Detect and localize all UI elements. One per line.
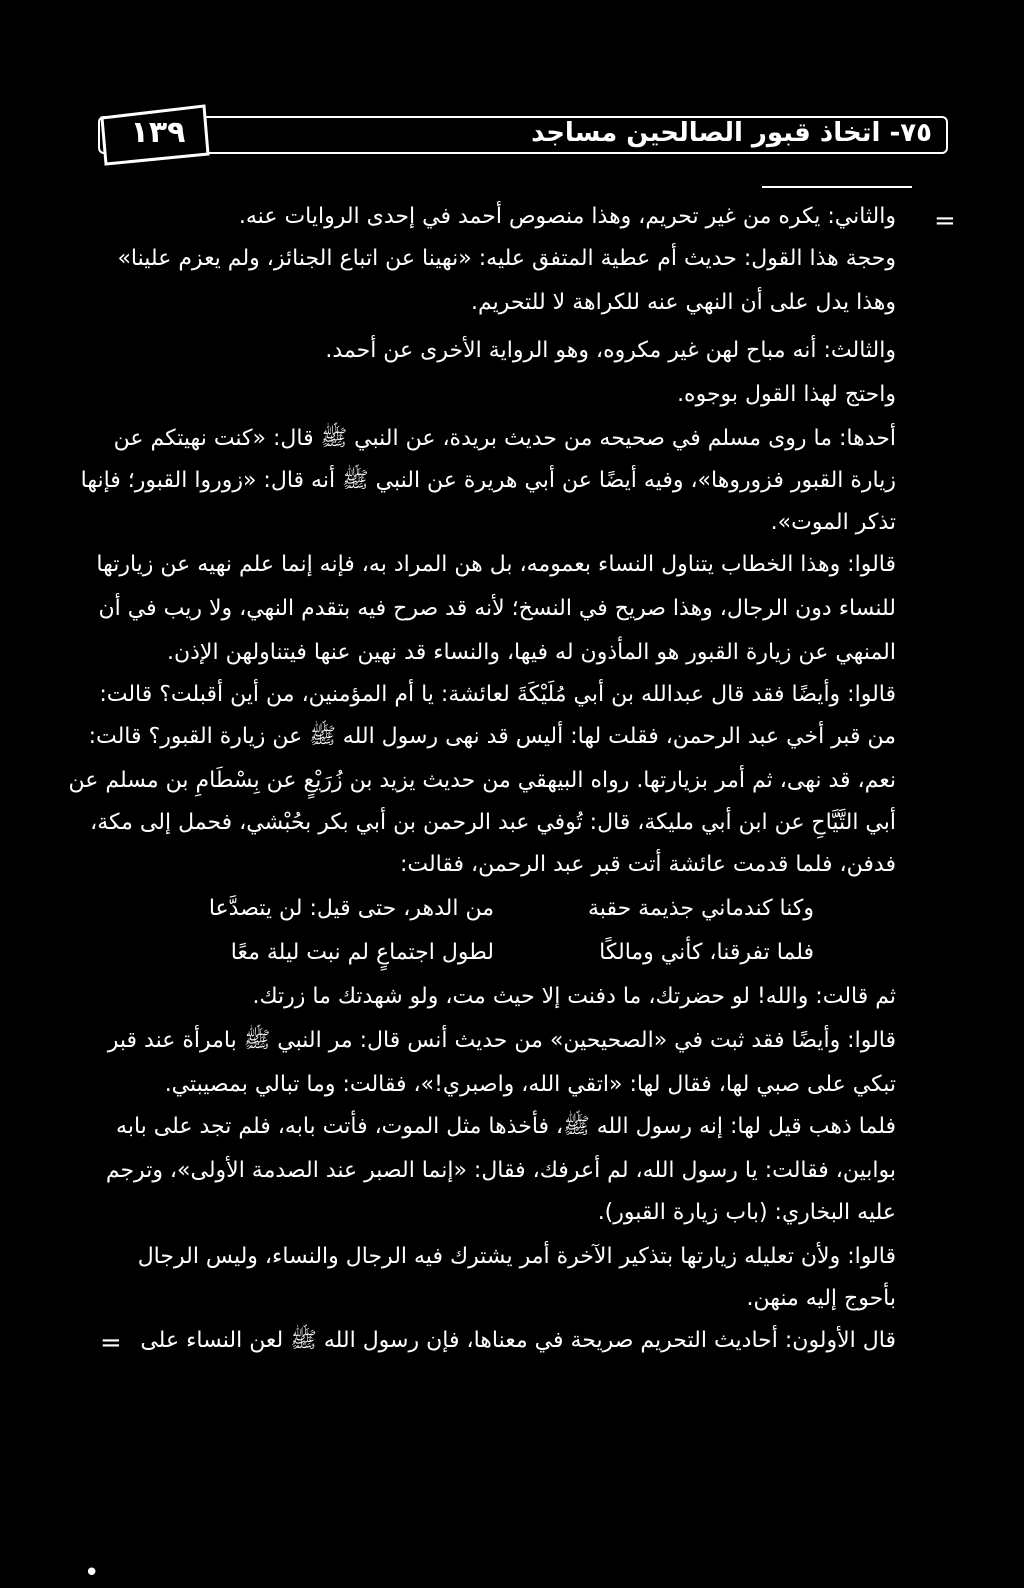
verse-hemistich: من الدهر، حتى قيل: لن يتصدَّعا (208, 896, 494, 921)
text-line: والثاني: يكره من غير تحريم، وهذا منصوص أحمد في إحدى الروايات عنه. (238, 204, 896, 229)
text-line: عليه البخاري: (باب زيارة القبور). (597, 1200, 896, 1225)
header-rule (762, 186, 912, 188)
margin-bullet: • (84, 1558, 100, 1588)
text-line: وحجة هذا القول: حديث أم عطية المتفق عليه: «نهينا عن اتباع الجنائز، ولم يعزم علينا» (117, 246, 896, 271)
text-line: بأحوج إليه منهن. (746, 1286, 896, 1311)
text-line: ثم قالت: والله! لو حضرتك، ما دفنت إلا حيث مت، ولو شهدتك ما زرتك. (252, 984, 896, 1009)
continuation-mark-top: = (934, 206, 956, 236)
page-number: ١٣٩ (130, 115, 186, 150)
continuation-mark-bottom: = (100, 1328, 122, 1358)
text-line: فدفن، فلما قدمت عائشة أتت قبر عبد الرحمن، فقالت: (399, 852, 896, 877)
text-line: تذكر الموت». (770, 510, 896, 535)
text-line: أبي التَّيَّاحِ عن ابن أبي مليكة، قال: تُوفي عبد الرحمن بن أبي بكر بحُبْشي، فحمل إلى مكة، (90, 810, 896, 835)
text-line: فلما ذهب قيل لها: إنه رسول الله ﷺ، فأخذها مثل الموت، فأتت بابه، فلم تجد على بابه (116, 1114, 896, 1139)
text-line: أحدها: ما روى مسلم في صحيحه من حديث بريدة، عن النبي ﷺ قال: «كنت نهيتكم عن (113, 426, 896, 451)
text-line: تبكي على صبي لها، فقال لها: «اتقي الله، واصبري!»، فقالت: وما تبالي بمصيبتي. (164, 1072, 896, 1097)
text-line: قالوا: وأيضًا فقد قال عبدالله بن أبي مُلَيْكَةَ لعائشة: يا أم المؤمنين، من أين أقبلت؟ قالت: (99, 682, 896, 707)
verse-hemistich: وكنا كندماني جذيمة حقبة (588, 896, 814, 921)
text-line: والثالث: أنه مباح لهن غير مكروه، وهو الرواية الأخرى عن أحمد. (325, 338, 896, 363)
text-line: قال الأولون: أحاديث التحريم صريحة في معناها، فإن رسول الله ﷺ لعن النساء على (140, 1328, 896, 1353)
running-title: ٧٥- اتخاذ قبور الصالحين مساجد (531, 118, 932, 148)
text-line: بوابين، فقالت: يا رسول الله، لم أعرفك، فقال: «إنما الصبر عند الصدمة الأولى»، وترجم (105, 1158, 896, 1183)
text-line: قالوا: ولأن تعليله زيارتها بتذكير الآخرة أمر يشترك فيه الرجال والنساء، وليس الرجال (137, 1244, 896, 1269)
text-line: قالوا: وأيضًا فقد ثبت في «الصحيحين» من حديث أنس قال: مر النبي ﷺ بامرأة عند قبر (107, 1028, 896, 1053)
text-line: للنساء دون الرجال، وهذا صريح في النسخ؛ لأنه قد صرح فيه بتقدم النهي، ولا ريب في أن (98, 596, 896, 621)
text-line: نعم، قد نهى، ثم أمر بزيارتها. رواه البيهقي من حديث يزيد بن زُرَيْعٍ عن بِسْطَامِ بن مسلم عن (68, 768, 896, 793)
verse-hemistich: فلما تفرقنا، كأني ومالكًا (599, 940, 814, 965)
verse-hemistich: لطول اجتماعٍ لم نبت ليلة معًا (230, 940, 494, 965)
text-line: المنهي عن زيارة القبور هو المأذون له فيها، والنساء قد نهين عنها فيتناولهن الإذن. (166, 640, 896, 665)
text-line: واحتج لهذا القول بوجوه. (677, 382, 896, 407)
text-line: وهذا يدل على أن النهي عنه للكراهة لا للتحريم. (470, 290, 896, 315)
text-line: قالوا: وهذا الخطاب يتناول النساء بعمومه، بل هن المراد به، فإنه إنما علم نهيه عن زيارتها (96, 552, 896, 577)
text-line: زيارة القبور فزوروها»، وفيه أيضًا عن أبي هريرة عن النبي ﷺ أنه قال: «زوروا القبور؛ فإنها (80, 468, 896, 493)
text-line: من قبر أخي عبد الرحمن، فقلت لها: أليس قد نهى رسول الله ﷺ عن زيارة القبور؟ قالت: (88, 724, 896, 749)
